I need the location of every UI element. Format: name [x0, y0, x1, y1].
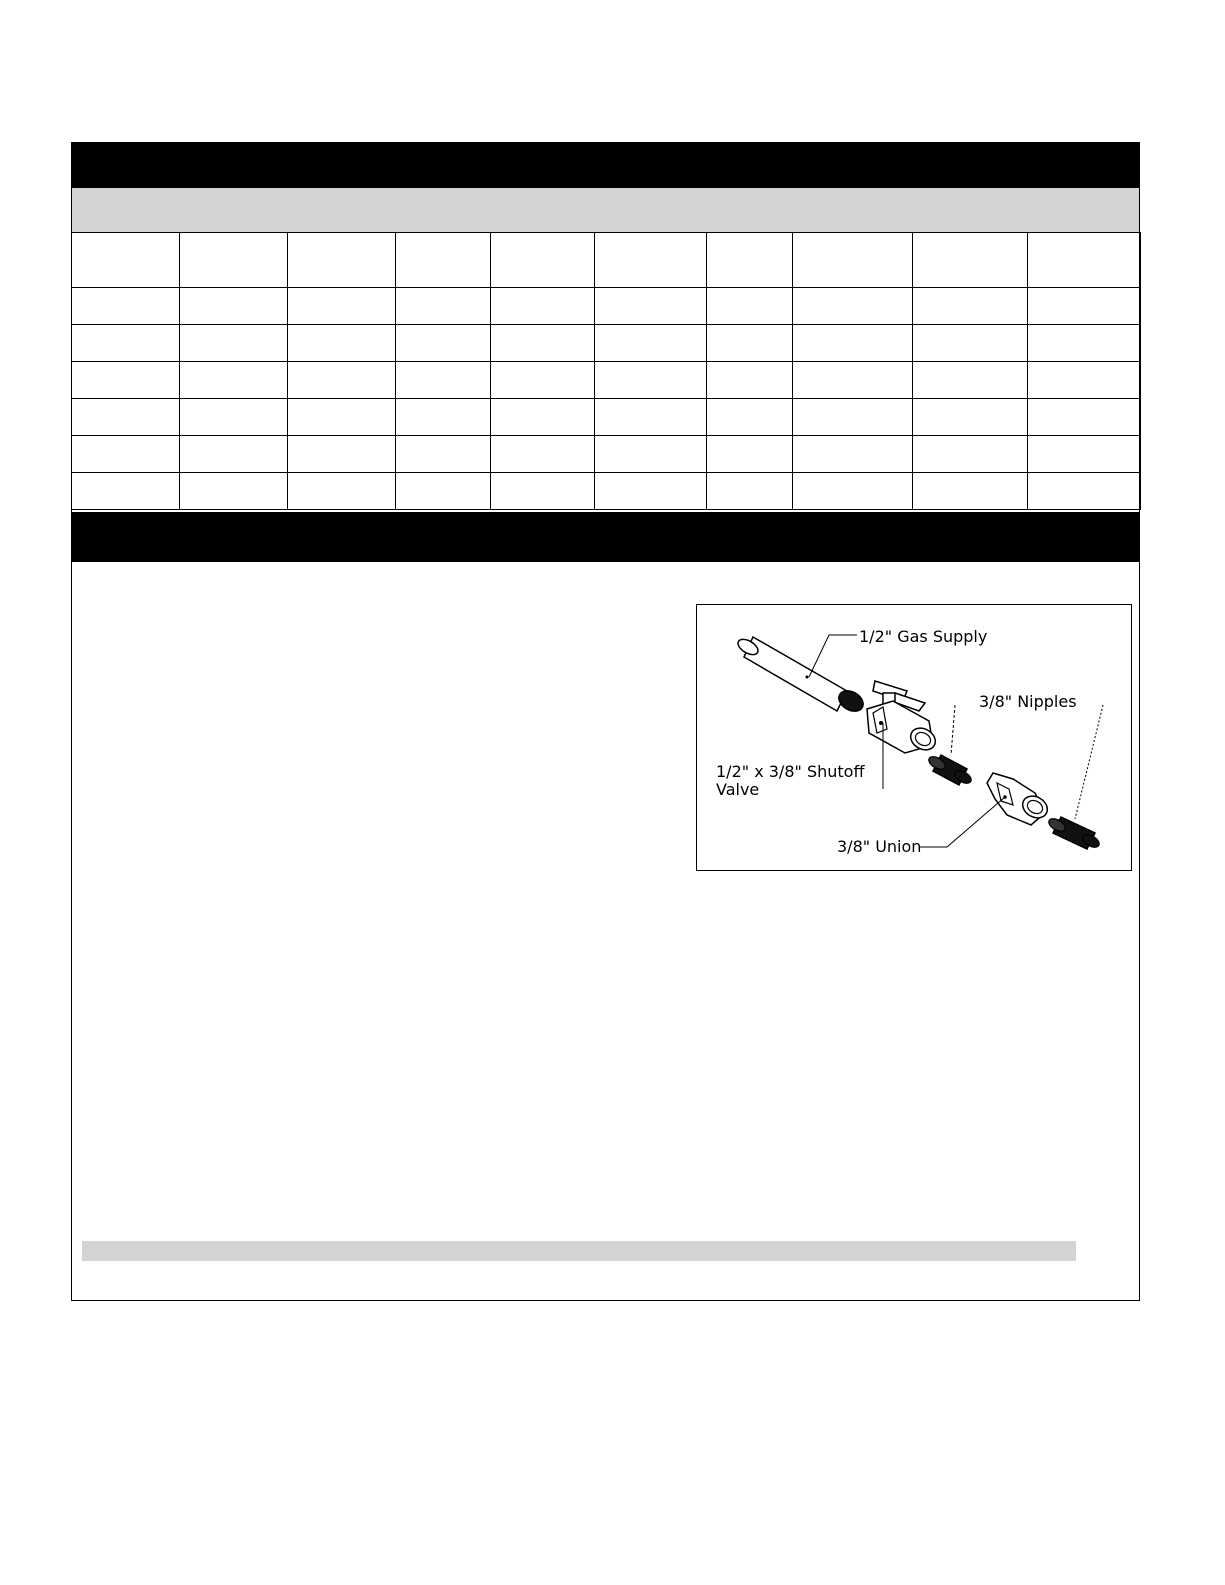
table-cell: [396, 473, 491, 510]
section-header-bar: [71, 142, 1140, 188]
table-cell: [180, 399, 288, 436]
table-cell: [595, 288, 707, 325]
table-cell: [288, 325, 396, 362]
table-row: [72, 362, 1141, 399]
label-nipples: 3/8" Nipples: [979, 692, 1077, 711]
table-cell: [913, 325, 1028, 362]
table-cell: [288, 233, 396, 288]
table-cell: [793, 473, 913, 510]
table-cell: [396, 325, 491, 362]
table-cell: [180, 288, 288, 325]
table-cell: [595, 325, 707, 362]
table-cell: [72, 325, 180, 362]
table-cell: [180, 436, 288, 473]
table-cell: [396, 233, 491, 288]
spec-table: [71, 232, 1141, 510]
label-union: 3/8" Union: [837, 837, 922, 856]
table-cell: [396, 436, 491, 473]
footer-rule-bar: [82, 1241, 1076, 1261]
table-cell: [288, 362, 396, 399]
table-row: [72, 288, 1141, 325]
label-shutoff-line1: 1/2" x 3/8" Shutoff: [716, 762, 865, 781]
table-cell: [1028, 233, 1141, 288]
table-row: [72, 325, 1141, 362]
table-cell: [72, 436, 180, 473]
label-shutoff-line2: Valve: [716, 780, 760, 799]
table-cell: [793, 362, 913, 399]
nipple-1: [927, 754, 974, 786]
table-cell: [72, 399, 180, 436]
table-cell: [396, 399, 491, 436]
table-row: [72, 399, 1141, 436]
leader-lines: [809, 635, 1103, 847]
table-cell: [491, 362, 595, 399]
union-fitting: [987, 773, 1051, 825]
table-cell: [793, 436, 913, 473]
table-cell: [1028, 362, 1141, 399]
table-cell: [707, 473, 793, 510]
table-cell: [913, 233, 1028, 288]
table-cell: [72, 362, 180, 399]
table-cell: [180, 325, 288, 362]
table-cell: [491, 436, 595, 473]
table-cell: [707, 362, 793, 399]
table-cell: [491, 399, 595, 436]
table-cell: [707, 399, 793, 436]
table-cell: [793, 325, 913, 362]
table-cell: [491, 288, 595, 325]
table-cell: [595, 362, 707, 399]
label-gas-supply: 1/2" Gas Supply: [859, 627, 988, 646]
table-cell: [1028, 473, 1141, 510]
section-header-bar-2: [71, 512, 1140, 562]
table-cell: [491, 325, 595, 362]
table-cell: [72, 288, 180, 325]
table-cell: [913, 399, 1028, 436]
table-cell: [491, 473, 595, 510]
shutoff-valve: [867, 681, 939, 754]
table-cell: [288, 436, 396, 473]
table-cell: [180, 362, 288, 399]
table-cell: [913, 288, 1028, 325]
gas-connection-diagram: [696, 604, 1132, 871]
table-row: [72, 436, 1141, 473]
table-cell: [180, 473, 288, 510]
table-cell: [288, 288, 396, 325]
table-cell: [595, 473, 707, 510]
table-cell: [595, 436, 707, 473]
table-cell: [707, 288, 793, 325]
table-cell: [707, 325, 793, 362]
table-header-row: [72, 233, 1141, 288]
table-cell: [72, 473, 180, 510]
table-cell: [491, 233, 595, 288]
table-cell: [793, 399, 913, 436]
table-cell: [72, 233, 180, 288]
table-cell: [595, 399, 707, 436]
table-cell: [793, 288, 913, 325]
table-cell: [707, 436, 793, 473]
table-cell: [913, 473, 1028, 510]
table-cell: [288, 399, 396, 436]
table-cell: [1028, 288, 1141, 325]
gas-supply-pipe: [735, 636, 866, 715]
table-cell: [793, 233, 913, 288]
table-cell: [1028, 325, 1141, 362]
nipple-2: [1047, 816, 1102, 850]
table-subheader-bar: [71, 188, 1140, 232]
table-cell: [913, 362, 1028, 399]
table-cell: [396, 362, 491, 399]
diagram-svg: [697, 605, 1133, 872]
table-cell: [396, 288, 491, 325]
table-cell: [707, 233, 793, 288]
table-cell: [288, 473, 396, 510]
table-cell: [1028, 436, 1141, 473]
table-cell: [180, 233, 288, 288]
table-cell: [1028, 399, 1141, 436]
table-cell: [595, 233, 707, 288]
table-row: [72, 473, 1141, 510]
table-cell: [913, 436, 1028, 473]
